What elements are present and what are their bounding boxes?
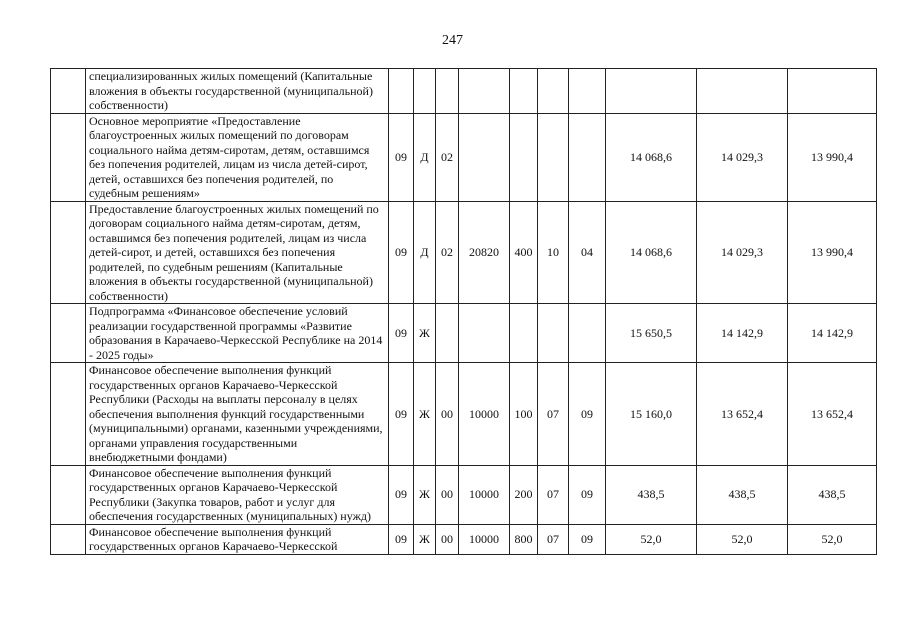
direction-code-cell: 10000 bbox=[459, 465, 510, 524]
amount-year3-cell: 13 990,4 bbox=[788, 201, 877, 304]
measure-code-cell: 00 bbox=[436, 524, 459, 554]
subsection-cell: 09 bbox=[569, 465, 606, 524]
subprogram-code-cell: Ж bbox=[414, 363, 436, 466]
section-cell bbox=[538, 113, 569, 201]
amount-year2-cell: 14 142,9 bbox=[697, 304, 788, 363]
subsection-cell: 04 bbox=[569, 201, 606, 304]
direction-code-cell bbox=[459, 69, 510, 114]
amount-year2-cell: 52,0 bbox=[697, 524, 788, 554]
item-name-cell: Финансовое обеспечение выполнения функций государственных органов Карачаево-Черкесской bbox=[86, 524, 389, 554]
subsection-cell bbox=[569, 113, 606, 201]
amount-year2-cell bbox=[697, 69, 788, 114]
section-cell: 10 bbox=[538, 201, 569, 304]
direction-code-cell: 20820 bbox=[459, 201, 510, 304]
table-row bbox=[51, 69, 877, 114]
row-number-cell bbox=[51, 69, 86, 114]
subsection-cell: 09 bbox=[569, 363, 606, 466]
budget-table-body bbox=[51, 69, 877, 555]
measure-code-cell bbox=[436, 304, 459, 363]
amount-year2-cell: 14 029,3 bbox=[697, 201, 788, 304]
subprogram-code-cell: Ж bbox=[414, 524, 436, 554]
section-cell: 07 bbox=[538, 363, 569, 466]
table-row bbox=[51, 465, 877, 524]
page-number: 247 bbox=[442, 33, 463, 48]
item-name-cell: Финансовое обеспечение выполнения функций государственных органов Карачаево-Черкесской Республики (Закупка товаров, работ и услуг для обеспечения государственных (муниципальных) нужд) bbox=[86, 465, 389, 524]
program-code-cell: 09 bbox=[389, 363, 414, 466]
subprogram-code-cell bbox=[414, 69, 436, 114]
direction-code-cell: 10000 bbox=[459, 363, 510, 466]
table-row bbox=[51, 113, 877, 201]
budget-table bbox=[50, 68, 877, 555]
row-number-cell bbox=[51, 363, 86, 466]
item-name-cell: Подпрограмма «Финансовое обеспечение условий реализации государственной программы «Развитие образования в Карачаево-Черкесской Республике на 2014 - 2025 годы» bbox=[86, 304, 389, 363]
expense-type-cell: 400 bbox=[510, 201, 538, 304]
subsection-cell bbox=[569, 304, 606, 363]
item-name-cell: Предоставление благоустроенных жилых помещений по договорам социального найма детям-сиротам, детям, оставшимся без попечения родителей, лицам из числа детей-сирот, и детей, оставшихся без попечения родителей, по судебным решениям (Капитальные вложения в объекты государственной (муниципальной) собственности) bbox=[86, 201, 389, 304]
expense-type-cell bbox=[510, 69, 538, 114]
expense-type-cell: 100 bbox=[510, 363, 538, 466]
measure-code-cell bbox=[436, 69, 459, 114]
measure-code-cell: 02 bbox=[436, 113, 459, 201]
table-row bbox=[51, 363, 877, 466]
subprogram-code-cell: Д bbox=[414, 201, 436, 304]
amount-year3-cell bbox=[788, 69, 877, 114]
row-number-cell bbox=[51, 465, 86, 524]
amount-year1-cell: 15 650,5 bbox=[606, 304, 697, 363]
row-number-cell bbox=[51, 201, 86, 304]
amount-year1-cell: 14 068,6 bbox=[606, 201, 697, 304]
item-name-cell: специализированных жилых помещений (Капитальные вложения в объекты государственной (муниципальной) собственности) bbox=[86, 69, 389, 114]
expense-type-cell: 800 bbox=[510, 524, 538, 554]
row-number-cell bbox=[51, 113, 86, 201]
direction-code-cell: 10000 bbox=[459, 524, 510, 554]
expense-type-cell bbox=[510, 304, 538, 363]
table-row bbox=[51, 304, 877, 363]
table-row bbox=[51, 524, 877, 554]
table-row bbox=[51, 201, 877, 304]
subprogram-code-cell: Ж bbox=[414, 304, 436, 363]
section-cell bbox=[538, 69, 569, 114]
direction-code-cell bbox=[459, 113, 510, 201]
measure-code-cell: 02 bbox=[436, 201, 459, 304]
measure-code-cell: 00 bbox=[436, 465, 459, 524]
section-cell: 07 bbox=[538, 465, 569, 524]
amount-year3-cell: 14 142,9 bbox=[788, 304, 877, 363]
subprogram-code-cell: Д bbox=[414, 113, 436, 201]
amount-year2-cell: 14 029,3 bbox=[697, 113, 788, 201]
subprogram-code-cell: Ж bbox=[414, 465, 436, 524]
program-code-cell: 09 bbox=[389, 304, 414, 363]
program-code-cell: 09 bbox=[389, 113, 414, 201]
item-name-cell: Основное мероприятие «Предоставление благоустроенных жилых помещений по договорам социального найма детям-сиротам, детям, оставшимся без попечения родителей, лицам из числа детей-сирот, детей, оставшихся без попечения родителей, по судебным решениям» bbox=[86, 113, 389, 201]
amount-year2-cell: 13 652,4 bbox=[697, 363, 788, 466]
amount-year1-cell: 14 068,6 bbox=[606, 113, 697, 201]
program-code-cell: 09 bbox=[389, 201, 414, 304]
measure-code-cell: 00 bbox=[436, 363, 459, 466]
expense-type-cell: 200 bbox=[510, 465, 538, 524]
program-code-cell: 09 bbox=[389, 524, 414, 554]
amount-year1-cell: 438,5 bbox=[606, 465, 697, 524]
amount-year3-cell: 52,0 bbox=[788, 524, 877, 554]
expense-type-cell bbox=[510, 113, 538, 201]
row-number-cell bbox=[51, 524, 86, 554]
section-cell bbox=[538, 304, 569, 363]
direction-code-cell bbox=[459, 304, 510, 363]
program-code-cell: 09 bbox=[389, 465, 414, 524]
subsection-cell bbox=[569, 69, 606, 114]
amount-year1-cell bbox=[606, 69, 697, 114]
amount-year2-cell: 438,5 bbox=[697, 465, 788, 524]
amount-year3-cell: 13 990,4 bbox=[788, 113, 877, 201]
section-cell: 07 bbox=[538, 524, 569, 554]
subsection-cell: 09 bbox=[569, 524, 606, 554]
amount-year3-cell: 13 652,4 bbox=[788, 363, 877, 466]
program-code-cell bbox=[389, 69, 414, 114]
amount-year1-cell: 15 160,0 bbox=[606, 363, 697, 466]
item-name-cell: Финансовое обеспечение выполнения функций государственных органов Карачаево-Черкесской Республики (Расходы на выплаты персоналу в целях обеспечения выполнения функций государственными (муниципальными) органами, казенными учреждениями, органами управления государственными внебюджетными фондами) bbox=[86, 363, 389, 466]
amount-year1-cell: 52,0 bbox=[606, 524, 697, 554]
row-number-cell bbox=[51, 304, 86, 363]
amount-year3-cell: 438,5 bbox=[788, 465, 877, 524]
